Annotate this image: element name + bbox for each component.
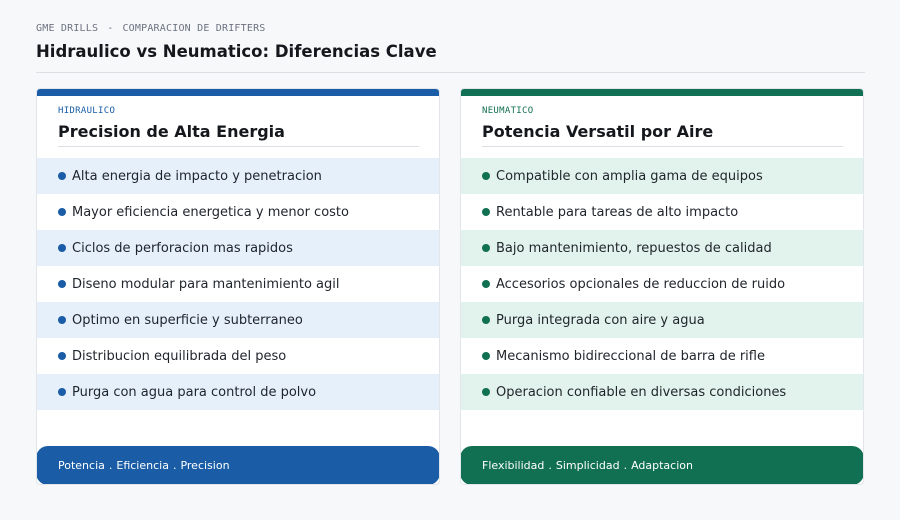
bullet-icon: [58, 316, 66, 324]
bullet-icon: [58, 172, 66, 180]
pneumatic-card-title: Potencia Versatil por Aire: [482, 122, 714, 141]
list-item-text: Optimo en superficie y subterraneo: [72, 312, 303, 328]
breadcrumb-separator: -: [107, 23, 114, 34]
footer-keyword: Eficiencia: [116, 459, 169, 472]
list-item-text: Rentable para tareas de alto impacto: [496, 204, 739, 220]
list-item-text: Purga con agua para control de polvo: [72, 384, 317, 400]
hydraulic-card-label: HIDRAULICO: [58, 106, 116, 116]
list-item-text: Mecanismo bidireccional de barra de rifle: [496, 348, 765, 364]
list-item-text: Distribucion equilibrada del peso: [72, 348, 287, 364]
hydraulic-card: [36, 88, 440, 485]
list-item-text: Mayor eficiencia energetica y menor costo: [72, 204, 349, 220]
hydraulic-card-title: Precision de Alta Energia: [58, 122, 285, 141]
footer-keyword: Simplicidad: [555, 459, 620, 472]
list-item: [461, 374, 863, 410]
list-item: [37, 302, 439, 338]
list-item-text: Alta energia de impacto y penetracion: [72, 168, 322, 184]
list-item-text: Purga integrada con aire y agua: [496, 312, 705, 328]
hydraulic-card-divider: [58, 146, 419, 147]
pneumatic-card: [460, 88, 864, 485]
bullet-icon: [482, 352, 490, 360]
footer-keyword: Flexibilidad: [482, 459, 545, 472]
list-item: [37, 374, 439, 410]
list-item: [461, 230, 863, 266]
pneumatic-accent-bar: [461, 89, 863, 96]
pneumatic-card-footer: [460, 446, 864, 485]
list-item: [461, 302, 863, 338]
footer-keyword: Precision: [180, 459, 230, 472]
bullet-icon: [58, 388, 66, 396]
bullet-icon: [482, 172, 490, 180]
footer-separator: .: [108, 459, 113, 472]
footer-separator: .: [172, 459, 177, 472]
list-item: [37, 230, 439, 266]
bullet-icon: [482, 244, 490, 252]
bullet-icon: [482, 316, 490, 324]
breadcrumb-section: COMPARACION DE DRIFTERS: [122, 23, 266, 34]
bullet-icon: [58, 352, 66, 360]
breadcrumb: [36, 22, 865, 36]
footer-separator: .: [548, 459, 552, 472]
pneumatic-feature-list: [461, 158, 863, 410]
list-item-text: Diseno modular para mantenimiento agil: [72, 276, 340, 292]
page-header: [36, 22, 865, 64]
header-divider: [36, 72, 865, 73]
breadcrumb-brand: GME DRILLS: [36, 23, 99, 34]
hydraulic-feature-list: [37, 158, 439, 410]
list-item-text: Operacion confiable en diversas condiciones: [496, 384, 787, 400]
pneumatic-card-divider: [482, 146, 843, 147]
list-item: [37, 158, 439, 194]
footer-keyword: Adaptacion: [631, 459, 693, 472]
list-item: [461, 266, 863, 302]
list-item-text: Bajo mantenimiento, repuestos de calidad: [496, 240, 772, 256]
bullet-icon: [482, 280, 490, 288]
list-item: [461, 194, 863, 230]
list-item-text: Compatible con amplia gama de equipos: [496, 168, 763, 184]
bullet-icon: [482, 208, 490, 216]
list-item: [37, 266, 439, 302]
hydraulic-card-footer: [36, 446, 440, 485]
footer-keyword: Potencia: [58, 459, 105, 472]
bullet-icon: [58, 208, 66, 216]
bullet-icon: [58, 244, 66, 252]
bullet-icon: [58, 280, 66, 288]
pneumatic-card-label: NEUMATICO: [482, 106, 534, 116]
page-title: Hidraulico vs Neumatico: Diferencias Clave: [36, 42, 437, 61]
list-item: [37, 194, 439, 230]
list-item-text: Accesorios opcionales de reduccion de ruido: [496, 276, 786, 292]
list-item: [461, 338, 863, 374]
list-item: [37, 338, 439, 374]
list-item-text: Ciclos de perforacion mas rapidos: [72, 240, 293, 256]
footer-separator: .: [623, 459, 628, 472]
bullet-icon: [482, 388, 490, 396]
list-item: [461, 158, 863, 194]
hydraulic-accent-bar: [37, 89, 439, 96]
